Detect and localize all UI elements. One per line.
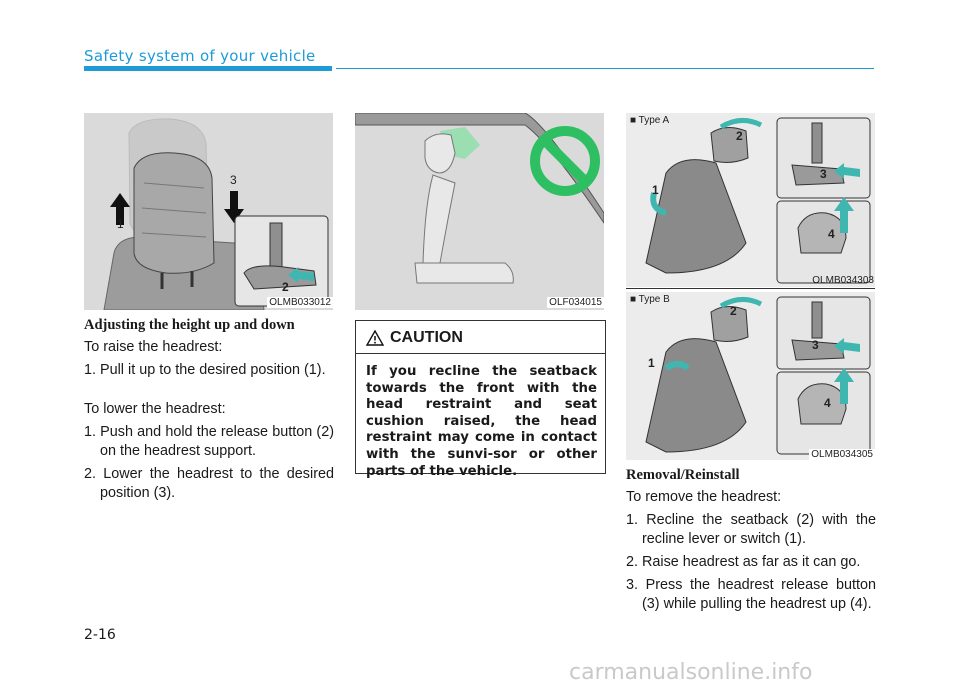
label-4: 4 (824, 396, 831, 410)
header-rule (336, 68, 874, 69)
label-2: 2 (730, 304, 737, 318)
caution-header (356, 321, 605, 354)
page-number: 2-16 (84, 627, 116, 643)
label-3: 3 (820, 167, 827, 181)
removal-step: 1. Recline the seatback (2) with the recline lever or switch (1). (626, 512, 876, 547)
removal-intro: To remove the headrest: (626, 489, 782, 505)
removal-step: 3. Press the headrest release button (3) while pulling the headrest up (4). (626, 577, 876, 612)
figure-code: OLMB034303 (812, 275, 874, 286)
seat-recline-illustration (355, 113, 604, 310)
figure-code: OLMB034305 (811, 449, 873, 460)
figure-code: OLF034015 (549, 297, 602, 308)
warning-icon (366, 330, 384, 346)
type-a-label: ■ Type A (630, 115, 670, 126)
label-2: 2 (282, 280, 289, 294)
figure-divider (626, 288, 875, 289)
removal-step: 2. Raise headrest as far as it can go. (626, 554, 861, 570)
label-3: 3 (230, 173, 237, 187)
label-1: 1 (117, 217, 124, 231)
lower-step: 1. Push and hold the release button (2) on the headrest support. (84, 424, 334, 459)
label-2: 2 (736, 129, 743, 143)
figure-caution-seat (355, 113, 604, 310)
type-a-illustration (626, 113, 875, 287)
lower-step: 2. Lower the headrest to the desired position (3). (84, 466, 334, 501)
label-3: 3 (812, 338, 819, 352)
label-1: 1 (648, 356, 655, 370)
raise-intro: To raise the headrest: (84, 339, 223, 355)
caution-text: If you recline the seatback towards the front with the head restraint and seat cushion raised, the head restraint may come in contact with the sunvi-sor or other parts of the vehicle. (366, 364, 597, 479)
type-b-illustration (626, 292, 875, 460)
figure-headrest-height (84, 113, 333, 310)
watermark: carmanualsonline.info (569, 660, 813, 685)
caution-box (355, 320, 606, 479)
figure-code: OLMB033012 (269, 297, 331, 308)
figure-type-a (626, 113, 875, 287)
lower-intro: To lower the headrest: (84, 401, 226, 417)
type-b-label: ■ Type B (630, 294, 670, 305)
raise-step: 1. Pull it up to the desired position (1). (84, 362, 326, 378)
section-heading: Removal/Reinstall (626, 467, 740, 483)
caution-title: CAUTION (390, 329, 463, 346)
section-heading: Adjusting the height up and down (84, 317, 295, 333)
right-column (626, 466, 876, 618)
label-4: 4 (828, 227, 835, 241)
headrest-height-illustration (84, 113, 333, 310)
header-accent-bar (84, 66, 332, 71)
figure-type-b (626, 292, 875, 460)
section-title: Safety system of your vehicle (84, 47, 316, 65)
left-column (84, 316, 334, 507)
label-1: 1 (652, 183, 659, 197)
